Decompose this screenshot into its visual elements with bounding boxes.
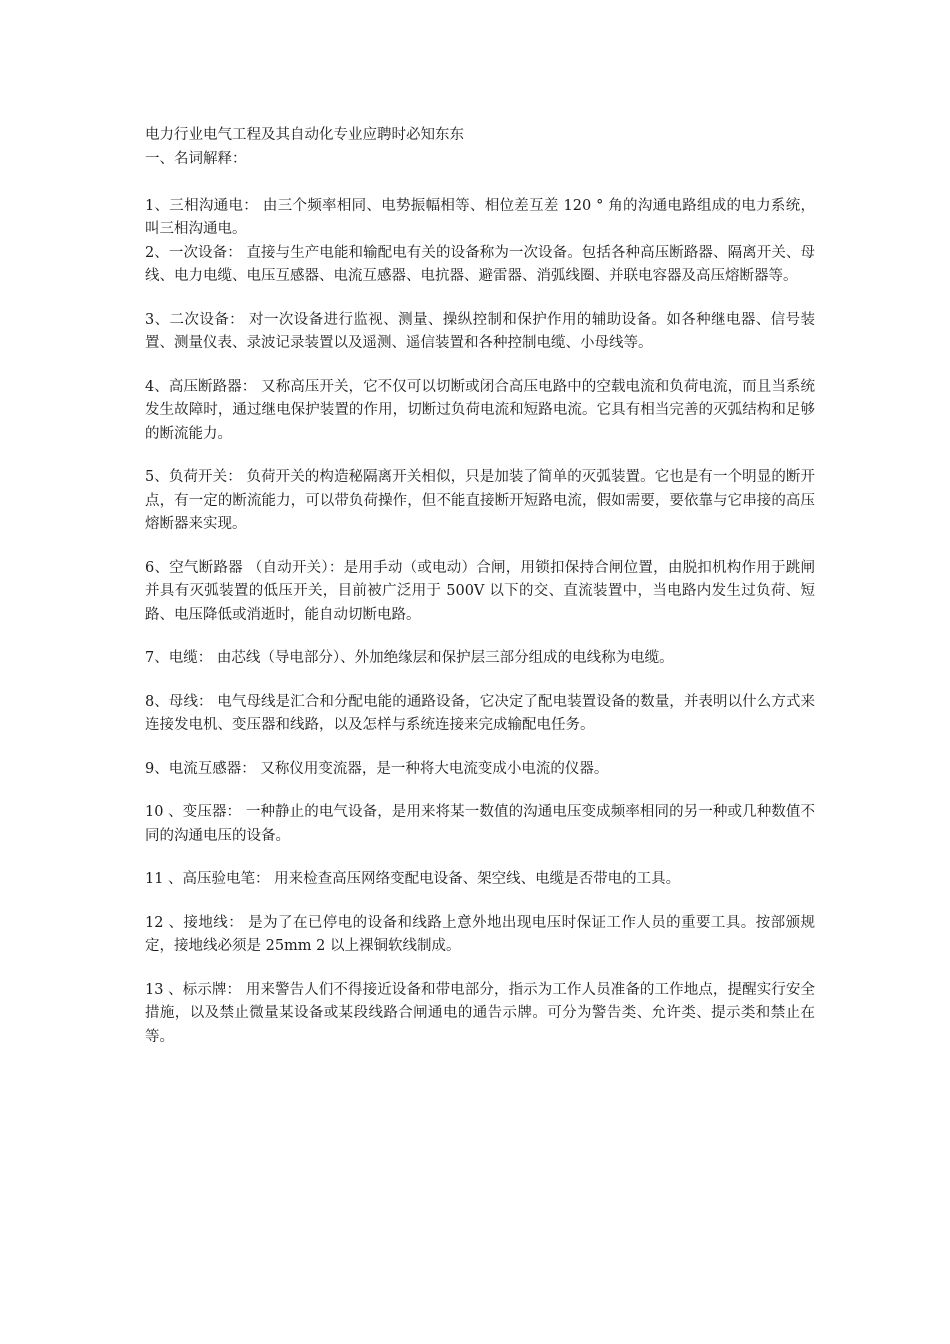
definition-item: 4、高压断路器： 又称高压开关，它不仅可以切断或闭合高压电路中的空载电流和负荷电流，而且当系统发生故障时，通过继电保护装置的作用，切断过负荷电流和短路电流。它具有相当完善的灭弧结构和足够的断流能力。 [145,378,815,442]
definition-item: 5、负荷开关： 负荷开关的构造秘隔离开关相似，只是加装了简单的灭弧装置。它也是有一个明显的断开点，有一定的断流能力，可以带负荷操作，但不能直接断开短路电流，假如需要，要依靠与它串接的高压熔断器来实现。 [145,469,815,532]
section-heading: 一、名词解释： [145,150,247,167]
definition-item: 8、母线： 电气母线是汇合和分配电能的通路设备，它决定了配电装置设备的数量，并表明以什么方式来连接发电机、变压器和线路，以及怎样与系统连接来完成输配电任务。 [145,693,815,733]
definition-item: 2、一次设备： 直接与生产电能和输配电有关的设备称为一次设备。包括各种高压断路器、隔离开关、母线、电力电缆、电压互感器、电流互感器、电抗器、避雷器、消弧线圈、并联电容器及高压熔断器等。 [145,244,815,284]
definition-item: 9、电流互感器： 又称仪用变流器，是一种将大电流变成小电流的仪器。 [145,760,609,777]
definition-item: 3、二次设备： 对一次设备进行监视、测量、操纵控制和保护作用的辅助设备。如各种继电器、信号装置、测量仪表、录波记录装置以及遥测、遥信装置和各种控制电缆、小母线等。 [145,311,815,351]
definition-item: 13 、标示牌： 用来警告人们不得接近设备和带电部分，指示为工作人员准备的工作地点，提醒实行安全措施，以及禁止微量某设备或某段线路合闸通电的通告示牌。可分为警告类、允许类、提示类和禁止在等。 [145,981,815,1045]
definition-item: 6、空气断路器 （自动开关）：是用手动（或电动）合闸，用锁扣保持合闸位置，由脱扣机构作用于跳闸并具有灭弧装置的低压开关，目前被广泛用于 500V 以下的交、直流装置中，当电路内发生过负荷、短路、电压降低或消逝时，能自动切断电路。 [145,559,815,623]
definition-item: 10 、变压器： 一种静止的电气设备，是用来将某一数值的沟通电压变成频率相同的另一种或几种数值不同的沟通电压的设备。 [145,804,815,844]
definition-item: 7、电缆： 由芯线（导电部分）、外加绝缘层和保护层三部分组成的电线称为电缆。 [145,650,674,666]
definition-item: 11 、高压验电笔： 用来检查高压网络变配电设备、架空线、电缆是否带电的工具。 [145,871,681,887]
definition-item: 12 、接地线： 是为了在已停电的设备和线路上意外地出现电压时保证工作人员的重要工具。按部颁规定，接地线必须是 25mm 2 以上裸铜软线制成。 [145,914,815,954]
document-page [145,124,815,1049]
document-title: 电力行业电气工程及其自动化专业应聘时必知东东 [145,127,464,143]
definition-item: 1、三相沟通电： 由三个频率相同、电势振幅相等、相位差互差 120 ° 角的沟通电路组成的电力系统，叫三相沟通电。 [145,197,815,237]
